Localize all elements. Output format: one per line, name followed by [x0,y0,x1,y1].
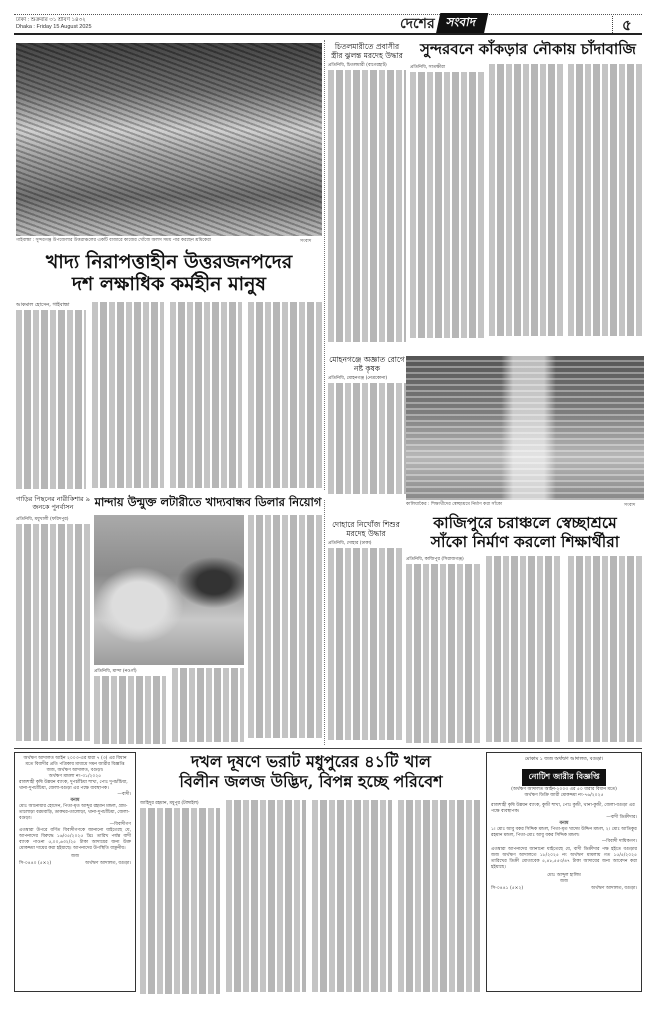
bridge-text-col3 [568,556,644,744]
notice-left-footer [19,860,131,867]
dealer-text-col1 [94,676,166,744]
section-name-part1: দেশের [400,16,435,32]
lead-text-col2 [92,302,164,490]
notice-right-title: নোটিশ জারীর বিজ্ঞপ্তি [522,769,605,786]
khal-text-col1 [140,808,220,998]
bridge-headline [406,514,644,551]
bridge-photo-caption: কালিয়াকৈর : শিক্ষার্থীদের স্বেচ্ছাশ্রমে নির্মাণ করা সাঁকো [406,502,503,507]
side-story-3-headline: দোহারে নিখোঁজ শিশুর মরদেহ উদ্ধার [332,520,400,538]
notice-right-ref-no: সি-০৪৪১ (৫×২) [491,886,524,891]
page-number: ৫ [622,16,632,34]
sundarban-text-col1 [410,72,484,342]
left-side-story-byline: প্রতিনিধি, মধুখালী (ফরিদপুর) [16,517,69,522]
notice-right-vs: বনাম [559,821,569,826]
dealer-text-col2 [172,668,244,744]
notice-left-signature: জজ [70,854,80,859]
bridge-photo-credit: সংবাদ [624,503,636,508]
dealer-text-col3 [248,515,322,744]
masthead-top-rule [14,14,642,15]
bridge-byline: প্রতিনিধি, কাজিপুর (সিরাজগঞ্জ) [406,557,464,562]
left-side-story-text [16,524,90,744]
page-number-divider [612,16,613,33]
notice-right-bank: রাজশাহী কৃষি উন্নয়ন ব্যাংক, কুন্ডী শাখা, পোঃ কুন্ডী, থানা-কুন্ডী, জেলা-বগুড়া এর পক্ষে ব্যবস্থাপক। [491,803,635,814]
bridge-text-col2 [486,556,562,744]
notice-right-defendant-label: —বিবাদী দায়িকগণ। [601,839,637,844]
notice-left-defendant-label: —বিবাদীগণ [109,822,131,827]
lead-photo-caption: গাইবান্ধা : সুন্দরগঞ্জ উপজেলার উত্তরাঞ্চলের একটি বাজারে কাজের খোঁজে অলস সময় পার করছেন শ্রমিকেরা [16,238,212,243]
section-logo [400,14,485,34]
bridge-headline-line2: সাঁকো নির্মাণ করলো শিক্ষার্থীরা [430,531,620,551]
side-story-1-text [328,70,406,345]
dealer-byline: প্রতিনিধি, মান্দা (নওগাঁ) [94,669,137,674]
lead-photo-workers [16,43,322,236]
notice-left-ref-no: সি-০৪৪০ (৫×২) [19,861,52,866]
dealer-headline: মান্দায় উন্মুক্ত লটারীতে খাদ্যবান্ধব ডিলার নিয়োগ [94,495,322,509]
date-english: Dhaka : Friday 15 August 2025 [16,24,92,30]
notice-left-case-no: অর্থঋণ মামলা নং-৩১/২০২৫ [48,774,102,779]
bridge-text-col1 [406,564,480,744]
sundarban-text-col3 [568,64,644,342]
notice-right-footer [491,885,637,892]
notice-left-office: অর্থঋণ আদালত, বগুড়া। [85,861,131,866]
notice-left-vs: বনাম [70,798,80,803]
dealer-lottery-photo [94,515,244,665]
notice-right-intro: (অর্থঋণ আদালত আইন-২০০৩ এর ৫০ ধারার বিধান মতে) [511,787,617,792]
khal-text-col2 [226,800,306,998]
side-story-1-headline: চিতলমারীতে প্রবাসীর স্ত্রীর ঝুলন্ত মরদেহ উদ্ধার [331,42,403,60]
lead-headline-line2: দশ লক্ষাধিক কর্মহীন মানুষ [72,272,266,295]
notice-right-defendants: ১। মোঃ আবু বকর সিদ্দিক মন্ডল, পিতা-মৃত খাদেম উদ্দিন মন্ডল, ২। মোঃ আতিকুর রহমান মন্ডল, পিতা-মোঃ আবু বকর সিদ্দিক মন্ডল। [491,827,637,838]
khal-headline [140,752,482,792]
notice-left-body: এতদ্বারা উপরে বর্ণিত বিবাদীগণকে জানানো যাইতেছে যে, আপনাদের বিরুদ্ধে ১৬/০৫/২০২৫ খ্রিঃ তারিখ পর্যন্ত বাদী ব্যাংক পাওনা ৫,০০,৬৩২/২৫ টাকা আদায়ের জন্য উক্ত মোকদ্দমা দায়ের করা হইয়াছে। আপনাদের উপস্থিতি বাঞ্ছনীয়। [19,828,131,851]
lead-text-col4 [248,302,322,490]
left-side-story-headline: গাড়ির পিছনের নারীকিশার ৯ জনকে পুনর্বাসন [16,495,90,511]
side-story-2-byline: প্রতিনিধি, মোহনগঞ্জ (নেত্রকোনা) [328,376,388,381]
notice-left-court: জজ, অর্থঋণ আদালত, বগুড়া। [46,768,104,773]
lead-headline-line1: খাদ্য নিরাপত্তাহীন উত্তরজনপদের [45,251,293,273]
column-divider [324,500,325,745]
notice-right-title-wrap [491,764,637,786]
sundarban-text-col2 [489,64,563,342]
khal-headline-line1: দখল দূষণে ভরাট মধুপুরের ৪১টি খাল [191,752,431,771]
notice-left-plaintiff-label: —বাদী। [117,792,131,797]
notice-right-signatory: মোঃ আব্দুল হালিম [547,873,581,878]
khal-byline: জাহিদুর রহমান, মধুপুর (টাঙ্গাইল) [140,801,199,806]
sundarban-byline: প্রতিনিধি, সাতক্ষীরা [410,65,446,70]
side-story-2-text [328,383,406,495]
khal-headline-line2: বিলীন জলজ উদ্ভিদ, বিপন্ন হচ্ছে পরিবেশ [179,772,443,791]
notice-left-defendant: মোঃ আনোয়ার হোসেন, পিতা-মৃত আব্দুর রহমান মন্ডল, গ্রাম-তালোড়া বরমবাড়ি, ডাকঘর-তালোড়া, থানা-দুপচাঁচিয়া, জেলা-বগুড়া। [19,804,130,821]
lead-photo-credit: সংবাদ [300,239,312,244]
date-bengali: ঢাকা : শুক্রবার ৩১ শ্রাবণ ১৪৩২ [16,17,86,23]
bridge-photo [406,356,644,500]
legal-notice-left [14,752,136,992]
lead-text-col1 [16,310,86,490]
notice-left-intro: অর্থঋণ আদালত আইন ২০০৩-এর ধারা ৭ (৩) এর বিধান মতে বিবাদীর প্রতি পত্রিকায় মাধ্যমে সমন জারীর বিজ্ঞপ্তি [23,756,127,767]
notice-right-plaintiff-label: —বাদী ডিক্রীদার। [606,815,637,820]
side-story-3-text [328,548,404,744]
dateline [16,17,92,31]
notice-left-bank: রাজশাহী কৃষি উন্নয়ন ব্যাংক, দুপচাঁচিয়া শাখা, পোঃ দুপচাঁচিয়া, থানা-দুপচাঁচিয়া, জেলা-বগুড়া এর পক্ষে ব্যবস্থাপক। [19,780,128,791]
side-story-2-headline: মোহনগঞ্জে অজ্ঞাত রোগে নষ্ট কৃষক [329,355,405,373]
notice-right-body: এতদ্বারা আপনাদের জানানো যাইতেছে যে, বাদী ডিক্রীদার পক্ষ হইতে বগুড়ার জজ অর্থঋণ আদালতে ১৮/২০২৫ নং অর্থঋণ মামলায় গত ১৫/৫/২০২৫ তারিখের ডিক্রী মোতাবেক ৫,৪৮,৫৫৩/৪৭ টাকা আদায়ের জন্য আবেদন করা হইয়াছে। [491,847,637,870]
khal-text-col3 [312,800,392,998]
notice-right-office: অর্থঋণ আদালত, বগুড়া। [591,886,637,891]
bridge-headline-line1: কাজিপুরে চরাঞ্চলে স্বেচ্ছাশ্রমে [433,513,617,532]
masthead-rule [14,33,642,35]
sundarban-headline: সুন্দরবনে কাঁকড়ার নৌকায় চাঁদাবাজি [420,40,636,58]
legal-notice-right [486,752,642,992]
notice-right-signature: জজ [559,879,569,884]
notice-right-court-header: মোকাম ১ জজ অর্থঋণ আদালত, বগুড়া। [524,757,604,762]
lead-byline: আকমাল হোসেন, গাইবান্ধা [16,302,70,308]
side-story-1-byline: প্রতিনিধি, চিতলমারী (বাগেরহাট) [328,63,387,68]
lead-text-col3 [170,302,242,490]
column-divider [324,40,325,490]
notice-right-case-no: অর্থঋণ ডিক্রি জারী মোকদ্দমা নং-৭৬/২০২৫ [524,793,604,798]
section-name-part2: সংবাদ [435,13,487,35]
lead-headline [16,252,322,296]
side-story-3-byline: প্রতিনিধি, দোহার (ঢাকা) [328,541,372,546]
khal-text-col4 [398,800,480,998]
section-rule [14,748,642,749]
